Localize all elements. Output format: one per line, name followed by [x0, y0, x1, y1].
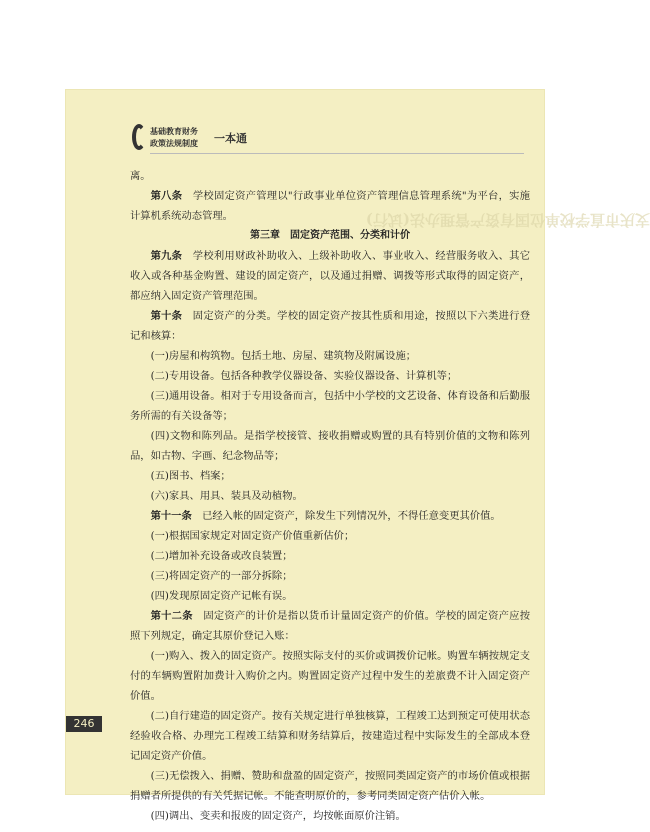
book-title: 一本通: [214, 132, 247, 145]
list-item: (三)无偿拨入、捐赠、赞助和盘盈的固定资产，按照同类固定资产的市场价值或根据捐赠者所提供的有关凭据记帐。不能查明原价的，参考同类固定资产估价入帐。: [130, 770, 530, 802]
article-12: 第十二条 固定资产的计价是指以货币计量固定资产的价值。学校的固定资产应按照下列规定，确定其原价登记入账：: [130, 610, 531, 642]
list-item: (三)将固定资产的一部分拆除；: [150, 570, 293, 582]
header-rule: [150, 153, 524, 154]
paragraph-continuation: 离。: [130, 170, 151, 182]
list-item: (二)专用设备。包括各种教学仪器设备、实验仪器设备、计算机等；: [150, 370, 458, 382]
list-item: (四)发现原固定资产记帐有误。: [150, 590, 293, 602]
bleed-through-text: 支庆市直学校单位国有资产管理办法(试行): [365, 211, 650, 229]
list-item: (六)家具、用具、装具及动植物。: [150, 490, 303, 502]
article-9: 第九条 学校利用财政补助收入、上级补助收入、事业收入、经营服务收入、其它收入或各种基金购置、建设的固定资产，以及通过捐赠、调拨等形式取得的固定资产，都应纳入固定资产管理范围。: [130, 250, 531, 302]
list-item: (一)购入、拨入的固定资产。按照实际支付的买价或调拨价记帐。购置车辆按规定支付的车辆购置附加费计入购价之内。购置固定资产过程中发生的差旅费不计入固定资产价值。: [130, 650, 530, 702]
list-item: (四)文物和陈列品。是指学校接管、接收捐赠或购置的具有特别价值的文物和陈列品，如古物、字画、纪念物品等；: [130, 430, 530, 462]
series-name-line1: 基础教育财务: [150, 127, 198, 136]
article-10: 第十条 固定资产的分类。学校的固定资产按其性质和用途，按照以下六类进行登记和核算：: [130, 310, 531, 342]
series-name-line2: 政策法规制度: [150, 139, 198, 148]
list-item: (五)图书、档案；: [150, 470, 231, 482]
list-item: (一)根据国家规定对固定资产价值重新估价；: [150, 530, 355, 542]
list-item: (二)增加补充设备或改良装置；: [150, 550, 293, 562]
list-item: (一)房屋和构筑物。包括土地、房屋、建筑物及附属设施；: [150, 350, 417, 362]
page-number: 246: [66, 716, 102, 732]
list-item: (三)通用设备。相对于专用设备而言，包括中小学校的文艺设备、体育设备和后勤服务所需的有关设备等；: [130, 390, 530, 422]
list-item: (二)自行建造的固定资产。按有关规定进行单独核算，工程竣工达到预定可使用状态经验收合格、办理完工程竣工结算和财务结算后，按建造过程中实际发生的全部成本登记固定资产价值。: [130, 710, 530, 762]
article-11: 第十一条 已经入帐的固定资产，除发生下列情况外，不得任意变更其价值。: [150, 510, 501, 522]
article-8: 第八条 学校固定资产管理以"行政事业单位资产管理信息管理系统"为平台，实施计算机系统动态管理。: [130, 190, 530, 222]
body-text: [130, 166, 530, 826]
list-item: (四)调出、变卖和报废的固定资产，均按帐面原价注销。: [150, 810, 406, 822]
series-logo: [132, 124, 262, 154]
logo-arc-icon: [132, 124, 146, 150]
chapter-heading: 第三章 固定资产范围、分类和计价: [250, 230, 410, 241]
